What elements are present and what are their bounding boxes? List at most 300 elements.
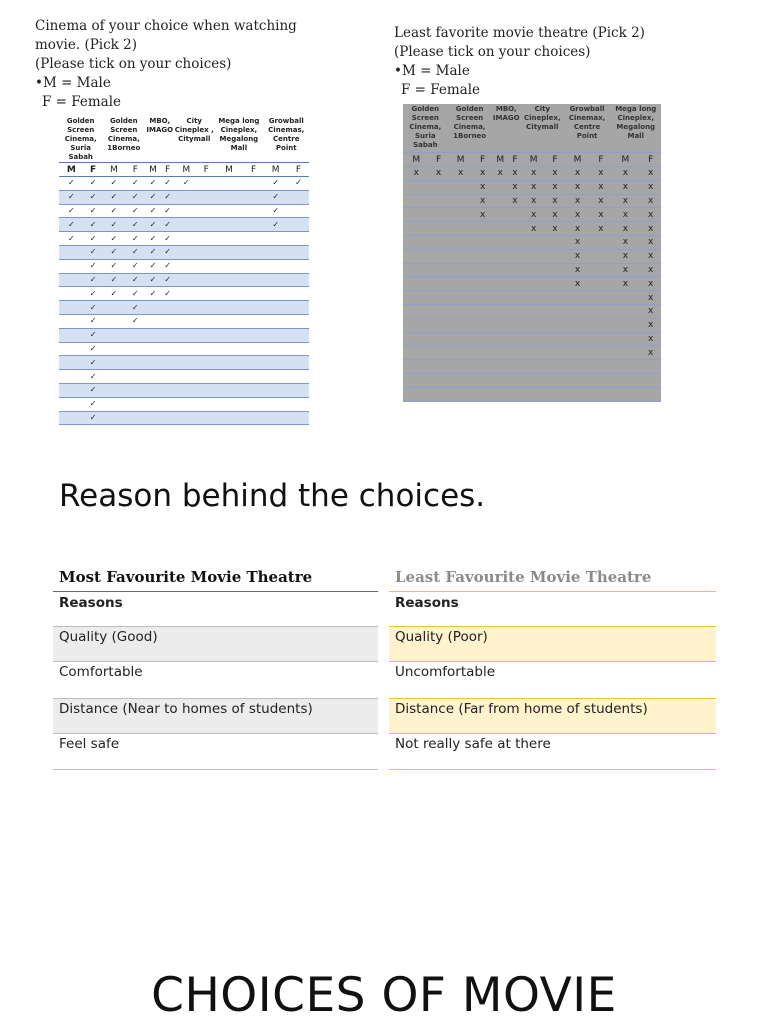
tally-cell: [521, 332, 546, 346]
tally-cell: [474, 222, 492, 236]
tally-cell: [288, 218, 309, 232]
tally-cell: [244, 411, 264, 425]
least-favourite-tally-table: [403, 104, 661, 402]
tally-cell: [145, 383, 161, 397]
tally-cell: [403, 208, 429, 222]
tally-cell: x: [521, 208, 546, 222]
cinema-header: Mega long Cineplex, Megalong Mall: [218, 117, 260, 152]
tally-cell: x: [591, 194, 610, 208]
tally-cell: [214, 301, 244, 315]
tally-cell: [102, 411, 125, 425]
tally-cell: [125, 342, 145, 356]
cinema-header: City Cineplex, Citymall: [524, 105, 561, 131]
tally-cell: [492, 263, 509, 277]
tally-cell: x: [591, 208, 610, 222]
tally-cell: [448, 180, 474, 194]
tally-cell: [610, 360, 640, 374]
reason-item: Comfortable: [59, 664, 143, 680]
tally-cell: [59, 411, 84, 425]
tally-cell: [214, 232, 244, 246]
legend-female: F = Female: [401, 82, 481, 98]
tally-cell: [288, 232, 309, 246]
tally-cell: ✓: [59, 218, 84, 232]
tally-cell: [214, 177, 244, 191]
tally-cell: [492, 332, 509, 346]
tally-cell: [161, 383, 174, 397]
table-row: [403, 263, 661, 277]
gender-header-row: [59, 163, 309, 177]
tally-cell: x: [640, 208, 661, 222]
tally-cell: [564, 304, 592, 318]
tally-cell: [546, 277, 563, 291]
tally-cell: [263, 342, 287, 356]
gender-header-cell: F: [509, 153, 521, 167]
table-row: [403, 180, 661, 194]
tally-cell: [546, 360, 563, 374]
tally-cell: [174, 204, 198, 218]
tally-cell: [288, 314, 309, 328]
tally-cell: [521, 263, 546, 277]
tally-cell: [125, 383, 145, 397]
tally-cell: ✓: [84, 245, 103, 259]
tally-cell: [546, 318, 563, 332]
tally-cell: ✓: [263, 190, 287, 204]
tally-cell: [474, 235, 492, 249]
tally-cell: [564, 332, 592, 346]
tally-cell: x: [610, 167, 640, 181]
tally-cell: [474, 332, 492, 346]
tally-cell: ✓: [145, 245, 161, 259]
tally-cell: [403, 360, 429, 374]
tally-cell: ✓: [84, 342, 103, 356]
tally-cell: [403, 332, 429, 346]
tally-cell: [288, 328, 309, 342]
tally-cell: [288, 245, 309, 259]
tally-cell: [198, 245, 214, 259]
tally-cell: [263, 232, 287, 246]
tally-cell: ✓: [125, 245, 145, 259]
tally-cell: [448, 318, 474, 332]
gender-header-cell: M: [214, 163, 244, 177]
tally-cell: [125, 411, 145, 425]
tally-cell: [564, 346, 592, 360]
tally-cell: x: [610, 208, 640, 222]
tally-cell: ✓: [84, 314, 103, 328]
tally-cell: x: [640, 346, 661, 360]
tally-cell: [244, 190, 264, 204]
tally-cell: [591, 263, 610, 277]
tally-cell: x: [474, 180, 492, 194]
gender-header-cell: M: [403, 153, 429, 167]
cinema-header: Growball Cinemax, Centre Point: [568, 105, 606, 140]
favourite-tally-table: [59, 116, 309, 425]
tally-cell: [509, 387, 521, 401]
tally-cell: [546, 332, 563, 346]
tally-cell: ✓: [102, 177, 125, 191]
tally-cell: [492, 387, 509, 401]
cinema-header: MBO, IMAGO: [492, 105, 520, 122]
tally-cell: [174, 411, 198, 425]
tally-cell: [610, 346, 640, 360]
gender-header-cell: F: [474, 153, 492, 167]
cinema-header-row: [403, 104, 661, 153]
gender-header-row: [403, 153, 661, 167]
tally-cell: [198, 232, 214, 246]
cinema-header: City Cineplex , Citymall: [174, 117, 214, 143]
gender-header-cell: F: [244, 163, 264, 177]
tally-cell: x: [509, 167, 521, 181]
tally-cell: [198, 287, 214, 301]
tally-cell: [288, 301, 309, 315]
tally-cell: [244, 342, 264, 356]
tally-cell: ✓: [145, 232, 161, 246]
table-row: [59, 273, 309, 287]
tally-cell: [448, 249, 474, 263]
tally-cell: ✓: [84, 411, 103, 425]
tally-cell: [214, 383, 244, 397]
tally-cell: [214, 356, 244, 370]
tally-cell: x: [640, 318, 661, 332]
tally-cell: [102, 301, 125, 315]
tally-cell: [161, 356, 174, 370]
tally-cell: x: [403, 167, 429, 181]
tally-cell: [214, 328, 244, 342]
tally-cell: [214, 273, 244, 287]
tally-cell: x: [521, 180, 546, 194]
tally-cell: ✓: [84, 370, 103, 384]
tally-cell: ✓: [263, 218, 287, 232]
tally-cell: [214, 397, 244, 411]
tally-cell: [474, 263, 492, 277]
tally-cell: [492, 249, 509, 263]
gender-header-cell: F: [84, 163, 103, 177]
tally-cell: ✓: [125, 301, 145, 315]
tally-cell: [288, 397, 309, 411]
tally-cell: [161, 301, 174, 315]
reason-item: Distance (Near to homes of students): [53, 698, 378, 734]
table-row: [59, 356, 309, 370]
tally-cell: ✓: [84, 301, 103, 315]
tally-cell: [59, 259, 84, 273]
tally-cell: [174, 356, 198, 370]
tally-cell: [492, 318, 509, 332]
tally-cell: x: [564, 222, 592, 236]
reasons-header: Reasons: [395, 595, 459, 611]
tally-cell: [288, 411, 309, 425]
tally-cell: [429, 222, 447, 236]
tally-cell: [102, 328, 125, 342]
tally-cell: x: [564, 180, 592, 194]
gender-header-cell: M: [145, 163, 161, 177]
reason-item: Uncomfortable: [395, 664, 496, 680]
tally-cell: [244, 356, 264, 370]
tally-cell: [509, 318, 521, 332]
tally-cell: [640, 360, 661, 374]
tally-cell: x: [564, 235, 592, 249]
tally-cell: [244, 314, 264, 328]
tally-cell: [59, 314, 84, 328]
tally-cell: [145, 301, 161, 315]
table-row: [403, 222, 661, 236]
tally-cell: [263, 287, 287, 301]
tally-cell: [263, 328, 287, 342]
tally-cell: [263, 356, 287, 370]
tally-cell: [521, 360, 546, 374]
tally-cell: [591, 346, 610, 360]
tally-cell: [640, 373, 661, 387]
tally-cell: x: [640, 180, 661, 194]
tally-cell: [429, 332, 447, 346]
tally-cell: [429, 387, 447, 401]
tally-cell: x: [610, 277, 640, 291]
tally-cell: [174, 383, 198, 397]
cinema-header: Golden Screen Cinema, Suria Sabah: [64, 117, 97, 161]
table-row: [403, 291, 661, 305]
tally-cell: [564, 318, 592, 332]
cinema-header: MBO, IMAGO: [146, 117, 174, 134]
table-row: [59, 314, 309, 328]
tally-cell: x: [640, 304, 661, 318]
tally-cell: [403, 346, 429, 360]
tally-cell: [59, 245, 84, 259]
tally-cell: ✓: [161, 177, 174, 191]
tally-cell: [403, 387, 429, 401]
tally-cell: [474, 360, 492, 374]
tally-cell: [145, 356, 161, 370]
tally-cell: ✓: [145, 259, 161, 273]
tally-cell: [591, 235, 610, 249]
instruction-line: (Please tick on your choices): [394, 44, 591, 60]
tally-cell: [145, 328, 161, 342]
tally-cell: x: [429, 167, 447, 181]
gender-header-cell: M: [174, 163, 198, 177]
tally-cell: [610, 304, 640, 318]
tally-cell: x: [640, 277, 661, 291]
tally-cell: x: [546, 194, 563, 208]
tally-cell: [492, 346, 509, 360]
tally-cell: [161, 370, 174, 384]
tally-cell: [429, 235, 447, 249]
tally-cell: [521, 373, 546, 387]
table-row: [59, 218, 309, 232]
tally-cell: [198, 273, 214, 287]
tally-cell: [214, 370, 244, 384]
tally-cell: x: [591, 222, 610, 236]
tally-cell: [288, 287, 309, 301]
tally-cell: [198, 370, 214, 384]
tally-cell: [448, 277, 474, 291]
tally-cell: ✓: [174, 177, 198, 191]
tally-cell: x: [591, 180, 610, 194]
tally-cell: [610, 332, 640, 346]
least-favourite-question: [394, 24, 694, 100]
tally-cell: [448, 373, 474, 387]
tally-cell: ✓: [84, 356, 103, 370]
tally-cell: x: [640, 291, 661, 305]
tally-cell: [521, 346, 546, 360]
tally-cell: ✓: [84, 273, 103, 287]
legend-female: F = Female: [42, 94, 122, 110]
tally-cell: [492, 222, 509, 236]
cinema-header: Golden Screen Cinema, 1Borneo: [107, 117, 141, 152]
tally-cell: x: [610, 180, 640, 194]
tally-cell: [474, 304, 492, 318]
tally-cell: [448, 304, 474, 318]
tally-cell: [174, 245, 198, 259]
gender-header-cell: F: [125, 163, 145, 177]
tally-cell: [174, 370, 198, 384]
tally-cell: [214, 287, 244, 301]
tally-cell: ✓: [59, 177, 84, 191]
tally-cell: [546, 373, 563, 387]
tally-cell: [564, 291, 592, 305]
reason-item: Not really safe at there: [389, 734, 716, 770]
tally-cell: [288, 190, 309, 204]
tally-cell: [59, 383, 84, 397]
tally-cell: [509, 208, 521, 222]
tally-cell: ✓: [161, 190, 174, 204]
tally-cell: [198, 314, 214, 328]
tally-cell: x: [610, 222, 640, 236]
tally-cell: ✓: [102, 190, 125, 204]
table-row: [403, 208, 661, 222]
tally-cell: [102, 356, 125, 370]
tally-cell: x: [640, 194, 661, 208]
tally-cell: ✓: [145, 177, 161, 191]
legend-male: •M = Male: [394, 63, 470, 79]
tally-cell: [546, 291, 563, 305]
tally-cell: [509, 373, 521, 387]
most-favourite-reasons: [53, 563, 378, 770]
tally-cell: [288, 204, 309, 218]
tally-cell: [521, 249, 546, 263]
tally-cell: [448, 235, 474, 249]
tally-cell: ✓: [84, 383, 103, 397]
tally-cell: ✓: [161, 259, 174, 273]
tally-cell: x: [640, 235, 661, 249]
tally-cell: [546, 304, 563, 318]
tally-cell: ✓: [263, 204, 287, 218]
tally-cell: [244, 287, 264, 301]
tally-cell: x: [640, 263, 661, 277]
tally-cell: [161, 411, 174, 425]
tally-cell: x: [610, 235, 640, 249]
table-row: [59, 383, 309, 397]
tally-cell: [125, 397, 145, 411]
tally-cell: [59, 301, 84, 315]
tally-cell: [591, 360, 610, 374]
tally-cell: [145, 397, 161, 411]
tally-cell: x: [564, 249, 592, 263]
tally-cell: [198, 190, 214, 204]
tally-cell: ✓: [102, 232, 125, 246]
tally-cell: ✓: [125, 273, 145, 287]
tally-cell: [263, 314, 287, 328]
tally-cell: [448, 346, 474, 360]
tally-cell: [610, 373, 640, 387]
gender-header-cell: F: [161, 163, 174, 177]
column-title: Least Favourite Movie Theatre: [389, 563, 716, 592]
tally-cell: [474, 249, 492, 263]
tally-cell: [288, 383, 309, 397]
tally-cell: [403, 222, 429, 236]
tally-cell: [174, 301, 198, 315]
tally-cell: [244, 204, 264, 218]
table-row: [59, 259, 309, 273]
tally-cell: [198, 301, 214, 315]
tally-cell: [448, 263, 474, 277]
tally-cell: [403, 249, 429, 263]
tally-cell: [174, 232, 198, 246]
tally-cell: x: [591, 167, 610, 181]
table-row: [403, 167, 661, 181]
tally-cell: [198, 356, 214, 370]
tally-cell: [59, 328, 84, 342]
tally-cell: [214, 411, 244, 425]
tally-cell: x: [640, 167, 661, 181]
tally-cell: [198, 342, 214, 356]
tally-cell: [174, 328, 198, 342]
tally-cell: ✓: [84, 232, 103, 246]
tally-cell: [244, 397, 264, 411]
tally-cell: [564, 373, 592, 387]
column-title: Most Favourite Movie Theatre: [53, 563, 378, 592]
tally-cell: [509, 304, 521, 318]
tally-cell: [474, 291, 492, 305]
tally-cell: [145, 314, 161, 328]
tally-cell: [161, 314, 174, 328]
tally-cell: [288, 356, 309, 370]
tally-cell: [591, 332, 610, 346]
table-row: [59, 342, 309, 356]
tally-cell: [591, 304, 610, 318]
tally-cell: [263, 273, 287, 287]
tally-cell: [263, 259, 287, 273]
tally-cell: ✓: [102, 204, 125, 218]
tally-cell: [403, 277, 429, 291]
tally-cell: [174, 314, 198, 328]
reasons-heading: Reason behind the choices.: [59, 478, 486, 514]
gender-header-cell: M: [102, 163, 125, 177]
tally-cell: ✓: [125, 287, 145, 301]
tally-cell: [198, 259, 214, 273]
tally-cell: [214, 342, 244, 356]
tally-cell: [591, 373, 610, 387]
tally-cell: [429, 304, 447, 318]
tally-cell: x: [521, 194, 546, 208]
tally-cell: [403, 235, 429, 249]
tally-cell: [448, 208, 474, 222]
tally-cell: ✓: [125, 218, 145, 232]
tally-cell: [263, 370, 287, 384]
legend-male: •M = Male: [35, 75, 111, 91]
tally-cell: [198, 204, 214, 218]
tally-cell: ✓: [102, 273, 125, 287]
tally-cell: [429, 277, 447, 291]
tally-cell: ✓: [84, 397, 103, 411]
tally-cell: ✓: [161, 245, 174, 259]
tally-cell: ✓: [102, 287, 125, 301]
tally-cell: [509, 263, 521, 277]
tally-cell: [214, 259, 244, 273]
tally-cell: x: [564, 208, 592, 222]
gender-header-cell: M: [59, 163, 84, 177]
tally-cell: [610, 387, 640, 401]
tally-cell: [546, 346, 563, 360]
tally-cell: x: [474, 167, 492, 181]
tally-cell: x: [521, 222, 546, 236]
tally-cell: [161, 397, 174, 411]
